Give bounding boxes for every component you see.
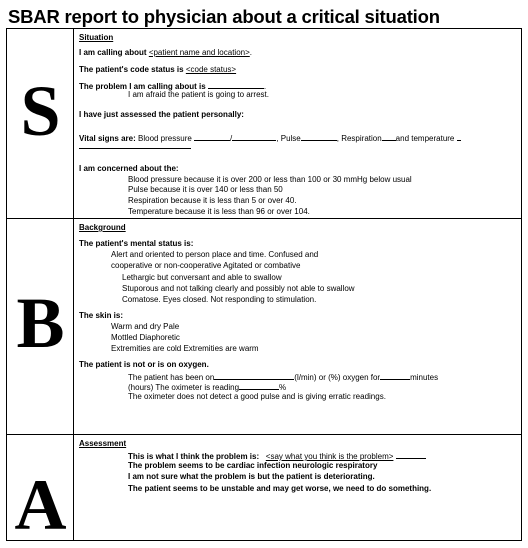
calling-about-label: I am calling about [79,48,147,57]
mental-status-item: Comatose. Eyes closed. Not responding to stimulation. [122,295,317,304]
mental-status-item: cooperative or non-cooperative Agitated or combative [111,261,301,270]
mental-status-label: The patient's mental status is: [79,239,194,248]
oxygen-line-1-b: (l/min) or (%) oxygen for [294,373,381,382]
situation-heading: Situation [79,33,114,42]
situation-letter-cell [7,29,74,218]
situation-row [7,29,521,218]
assessment-letter-cell [7,435,74,545]
skin-item: Warm and dry Pale [111,322,180,331]
oxygen-label: The patient is not or is on oxygen. [79,360,209,369]
concern-item: Temperature because it is less than 96 or over 104. [128,207,310,216]
assessed-line: I have just assessed the patient personally: [79,110,244,119]
oxygen-line-3: The oximeter does not detect a good pulse and is giving erratic readings. [128,392,386,401]
code-status-value: <code status> [185,65,237,74]
calling-about-value: <patient name and location> [148,48,250,57]
problem-line: The problem I am calling about is . [79,82,267,91]
concern-item: Respiration because it is less than 5 or over 40. [128,196,297,205]
pulse-label: Pulse [280,134,301,143]
assessment-heading: Assessment [79,439,127,448]
mental-status-item: Alert and oriented to person place and time. Confused and [111,250,319,259]
concern-item: Pulse because it is over 140 or less than 50 [128,185,283,194]
oxygen-line-1-c: minutes [410,373,439,382]
skin-label: The skin is: [79,311,124,320]
mental-status-item: Stuporous and not talking clearly and possibly not able to swallow [122,284,355,293]
assessment-content [79,435,517,540]
oxygen-line-2-b: % [279,383,287,392]
vital-signs-line: Vital signs are: Blood pressure / , Pulse , Respiration and temperature [79,132,461,144]
background-letter: B [16,283,65,363]
situation-letter: S [20,71,61,151]
concerned-label: I am concerned about the: [79,164,179,173]
calling-about-line: I am calling about <patient name and location>. [79,48,253,57]
assessment-row [7,434,521,545]
assessment-letter: A [14,465,67,545]
concern-item: Blood pressure because it is over 200 or less than 100 or 30 mmHg below usual [128,175,412,184]
assessment-item: The problem seems to be cardiac infection neurologic respiratory [128,461,378,470]
background-heading: Background [79,223,126,232]
background-letter-cell [7,219,74,434]
think-problem-value: <say what you think is the problem> [265,452,394,461]
vital-signs-label: Vital signs are: [79,134,136,143]
assessment-item: I am not sure what the problem is but the patient is deteriorating. [128,472,375,481]
skin-item: Extremities are cold Extremities are warm [111,344,259,353]
background-content [79,219,517,434]
skin-item: Mottled Diaphoretic [111,333,180,342]
oxygen-line-1-a: The patient has been on [128,373,215,382]
temperature-label: and temperature [395,134,455,143]
sbar-table [6,28,522,545]
page-title: SBAR report to physician about a critical situation [8,6,440,27]
code-status-label: The patient's code status is [79,65,184,74]
problem-blank [208,80,264,89]
mental-status-item: Lethargic but conversant and able to swallow [122,273,282,282]
oxygen-line-2-a: (hours) The oximeter is reading [128,383,240,392]
problem-label: The problem I am calling about is [79,82,206,91]
afraid-line: I am afraid the patient is going to arrest. [128,90,269,99]
vital-signs-continuation-blank [79,140,191,149]
respiration-label: Respiration [341,134,382,143]
bp-label: Blood pressure [138,134,192,143]
code-status-line [79,65,236,75]
think-problem-label: This is what I think the problem is: [128,452,260,461]
situation-content [79,29,517,218]
background-row [7,218,521,434]
assessment-item: The patient seems to be unstable and may get worse, we need to do something. [128,484,432,493]
